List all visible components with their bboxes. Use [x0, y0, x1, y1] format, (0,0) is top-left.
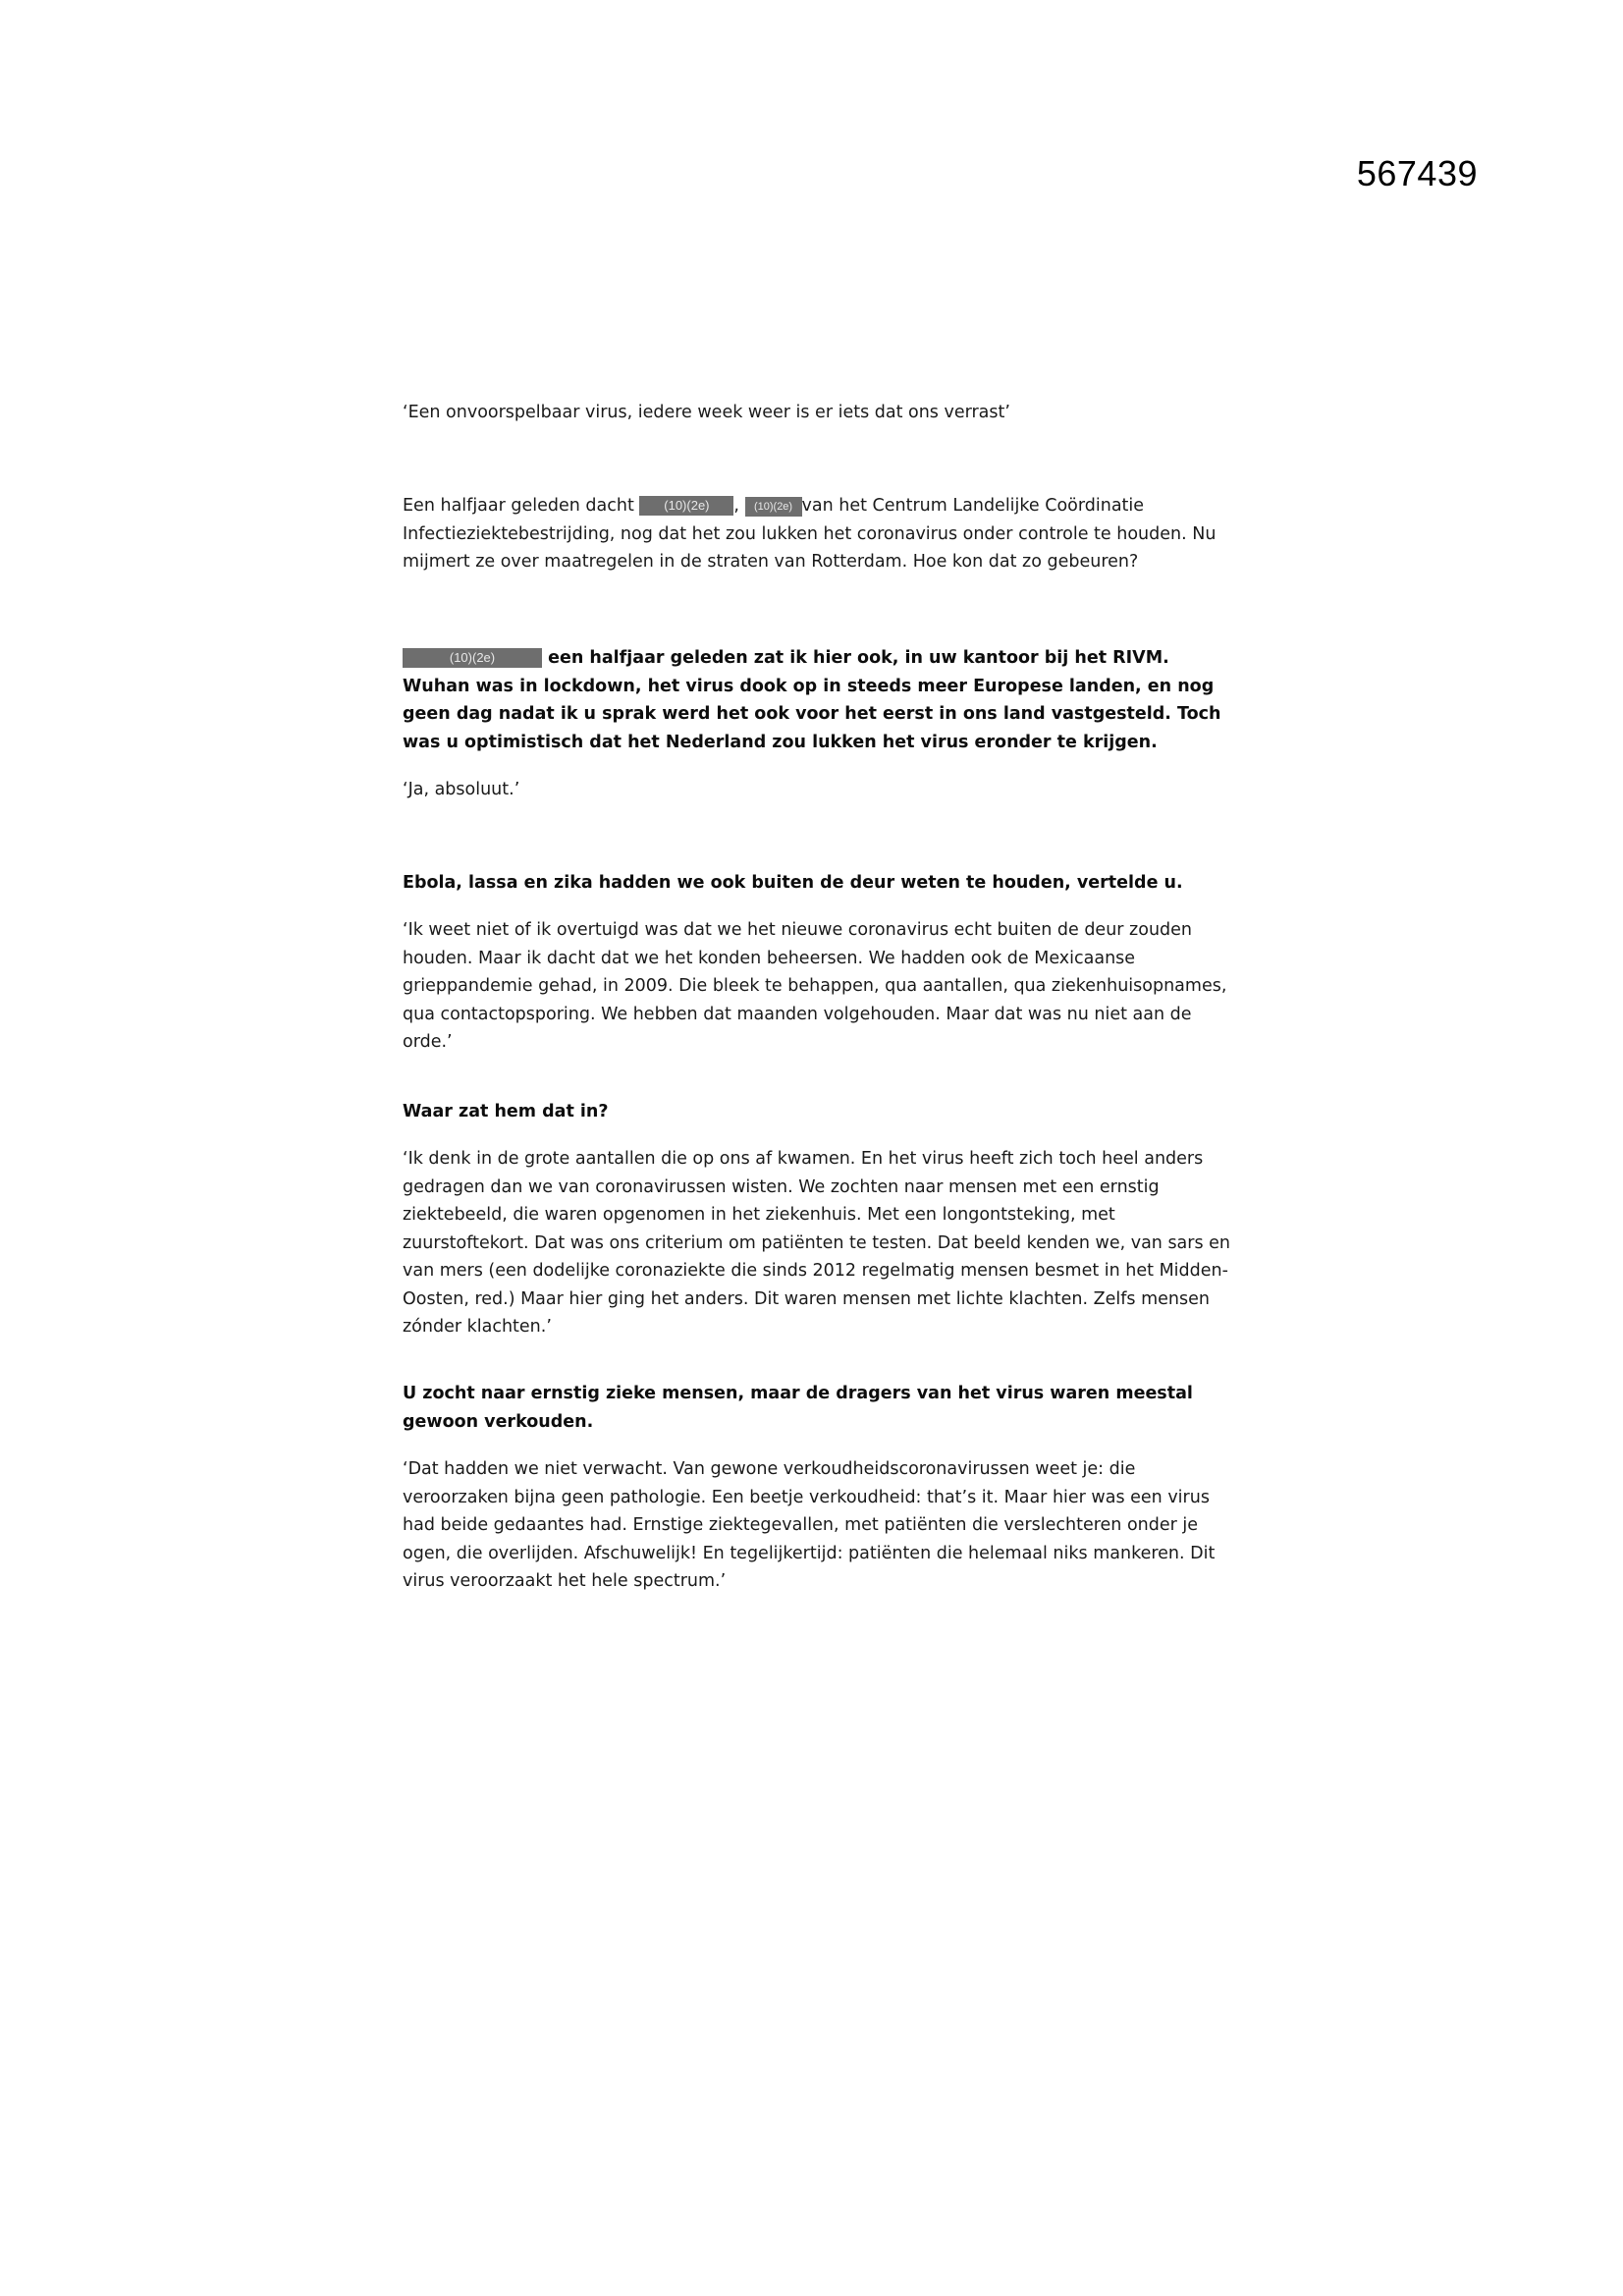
intro-paragraph	[403, 492, 1242, 576]
redaction-box: (10)(2e)	[745, 497, 802, 517]
answer-2: ‘Ik weet niet of ik overtuigd was dat we het nieuwe coronavirus echt buiten de deur zouden houden. Maar ik dacht dat we het konden beheersen. We hadden ook de Mexicaanse grieppandemie gehad, in 2009. Die bleek te behappen, qua aantallen, qua ziekenhuisopnames, qua contactopsporing. We hebben dat maanden volgehouden. Maar dat was nu niet aan de orde.’	[403, 920, 1227, 1052]
intro-text-before: Een halfjaar geleden dacht	[403, 496, 640, 516]
question-4: U zocht naar ernstig zieke mensen, maar de dragers van het virus waren meestal gewoon verkouden.	[403, 1384, 1193, 1432]
redaction-box: (10)(2e)	[639, 496, 733, 516]
answer-3: ‘Ik denk in de grote aantallen die op ons af kwamen. En het virus heeft zich toch heel anders gedragen dan we van coronavirussen wisten. We zochten naar mensen met een ernstig ziektebeeld, die waren opgenomen in het ziekenhuis. Met een longontsteking, met zuurstoftekort. Dat was ons criterium om patiënten te testen. Dat beeld kenden we, van sars en van mers (een dodelijke coronaziekte die sinds 2012 regelmatig mensen besmet in het Midden-Oosten, red.) Maar hier ging het anders. Dit waren mensen met lichte klachten. Zelfs mensen zónder klachten.’	[403, 1149, 1231, 1337]
article-title: ‘Een onvoorspelbaar virus, iedere week weer is er iets dat ons verrast’	[403, 403, 1010, 422]
question-1	[403, 644, 1242, 756]
intro-comma: ,	[733, 496, 745, 516]
answer-4: ‘Dat hadden we niet verwacht. Van gewone verkoudheidscoronavirussen weet je: die veroorzaken bijna geen pathologie. Een beetje verkoudheid: that’s it. Maar hier was een virus had beide gedaantes had. Ernstige ziektegevallen, met patiënten die verslechteren onder je ogen, die overlijden. Afschuwelijk! En tegelijkertijd: patiënten die helemaal niks mankeren. Dit virus veroorzaakt het hele spectrum.’	[403, 1459, 1216, 1591]
question-3: Waar zat hem dat in?	[403, 1102, 609, 1121]
redaction-box: (10)(2e)	[403, 648, 542, 668]
answer-1: ‘Ja, absoluut.’	[403, 780, 520, 799]
intro-text-after: van het Centrum Landelijke Coördinatie Infectieziektebestrijding, nog dat het zou lukken het coronavirus onder controle te houden. Nu mijmert ze over maatregelen in de straten van Rotterdam. Hoe kon dat zo gebeuren?	[403, 496, 1217, 572]
question-2: Ebola, lassa en zika hadden we ook buiten de deur weten te houden, vertelde u.	[403, 873, 1183, 893]
document-number: 567439	[1356, 153, 1478, 193]
question-1-text: een halfjaar geleden zat ik hier ook, in uw kantoor bij het RIVM. Wuhan was in lockdown, het virus dook op in steeds meer Europese landen, en nog geen dag nadat ik u sprak werd het ook voor het eerst in ons land vastgesteld. Toch was u optimistisch dat het Nederland zou lukken het virus eronder te krijgen.	[403, 648, 1221, 752]
